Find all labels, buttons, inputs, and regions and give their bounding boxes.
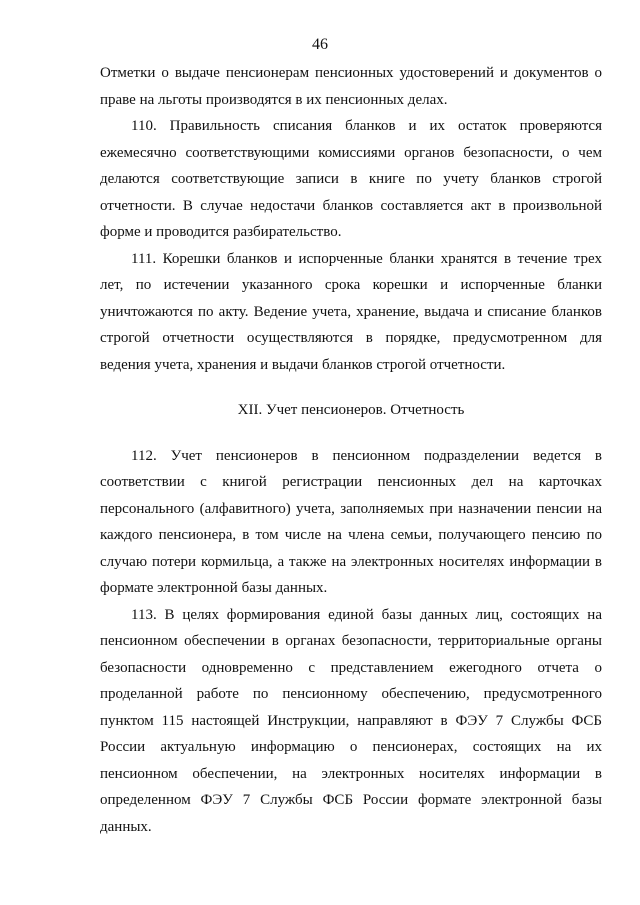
section-heading: XII. Учет пенсионеров. Отчетность	[237, 402, 465, 418]
document-body	[100, 60, 602, 840]
paragraph-110: 110. Правильность списания бланков и их остаток проверяются ежемесячно соответствующими комиссиями органов безопасности, о чем делаются соответствующие записи в книге по учету бланков строгой отчетности. В случае недостачи бланков составляется акт в произвольной форме и проводится разбирательство.	[100, 118, 602, 240]
paragraph-112: 112. Учет пенсионеров в пенсионном подразделении ведется в соответствии с книгой регистрации пенсионных дел на карточках персонального (алфавитного) учета, заполняемых при назначении пенсии на каждого пенсионера, в том числе на члена семьи, получающего пенсию по случаю потери кормильца, а также на электронных носителях информации в формате электронной базы данных.	[100, 447, 602, 596]
paragraph-receipt-marks: Отметки о выдаче пенсионерам пенсионных удостоверений и документов о праве на льготы производятся в их пенсионных делах.	[100, 65, 602, 108]
page-number: 46	[312, 36, 328, 53]
paragraph-111: 111. Корешки бланков и испорченные бланки хранятся в течение трех лет, по истечении указанного срока корешки и испорченные бланки уничтожаются по акту. Ведение учета, хранение, выдача и списание бланков строгой отчетности осуществляются в порядке, предусмотренном для ведения учета, хранения и выдачи бланков строгой отчетности.	[100, 250, 602, 373]
paragraph-113: 113. В целях формирования единой базы данных лиц, состоящих на пенсионном обеспечении в органах безопасности, территориальные органы безопасности одновременно с представлением ежегодного отчета о проделанной работе по пенсионному обеспечению, предусмотренного пунктом 115 настоящей Инструкции, направляют в ФЭУ 7 Службы ФСБ России актуальную информацию о пенсионерах, состоящих на их пенсионном обеспечении, на электронных носителях информации в определенном ФЭУ 7 Службы ФСБ России формате электронной базы данных.	[100, 606, 602, 835]
